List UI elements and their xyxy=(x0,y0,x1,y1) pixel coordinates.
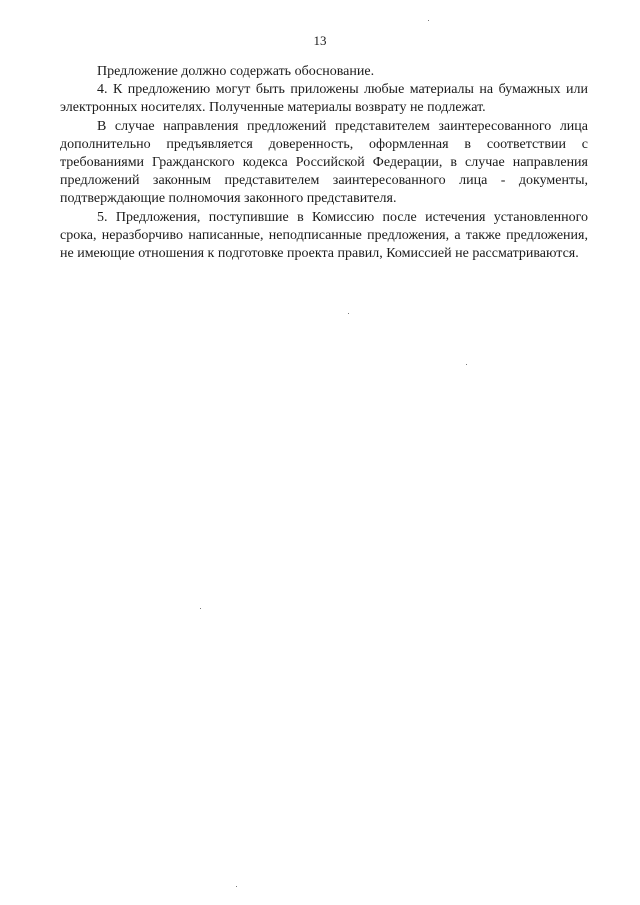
paragraph-representative: В случае направления предложений представителем заинтересованного лица дополнительно предъявляется доверенность, оформленная в соответствии с требованиями Гражданского кодекса Российской Федерации, в случае направления предложений законным представителем заинтересованного лица - документы, подтверждающие полномочия законного представителя. xyxy=(60,118,588,207)
page-number: 13 xyxy=(313,33,327,48)
scan-speck xyxy=(466,364,467,365)
scan-speck xyxy=(428,20,429,21)
paragraph-attachments: 4. К предложению могут быть приложены любые материалы на бумажных или электронных носителях. Полученные материалы возврату не подлежат. xyxy=(60,82,588,116)
paragraph-justification: Предложение должно содержать обоснование. xyxy=(97,64,375,79)
scan-speck xyxy=(200,608,201,609)
paragraph-rejection: 5. Предложения, поступившие в Комиссию после истечения установленного срока, неразборчиво написанные, неподписанные предложения, а также предложения, не имеющие отношения к подготовке проекта правил, Комиссией не рассматриваются. xyxy=(60,209,588,262)
scan-speck xyxy=(236,886,237,887)
scan-speck xyxy=(348,313,349,314)
document-body xyxy=(60,63,588,263)
